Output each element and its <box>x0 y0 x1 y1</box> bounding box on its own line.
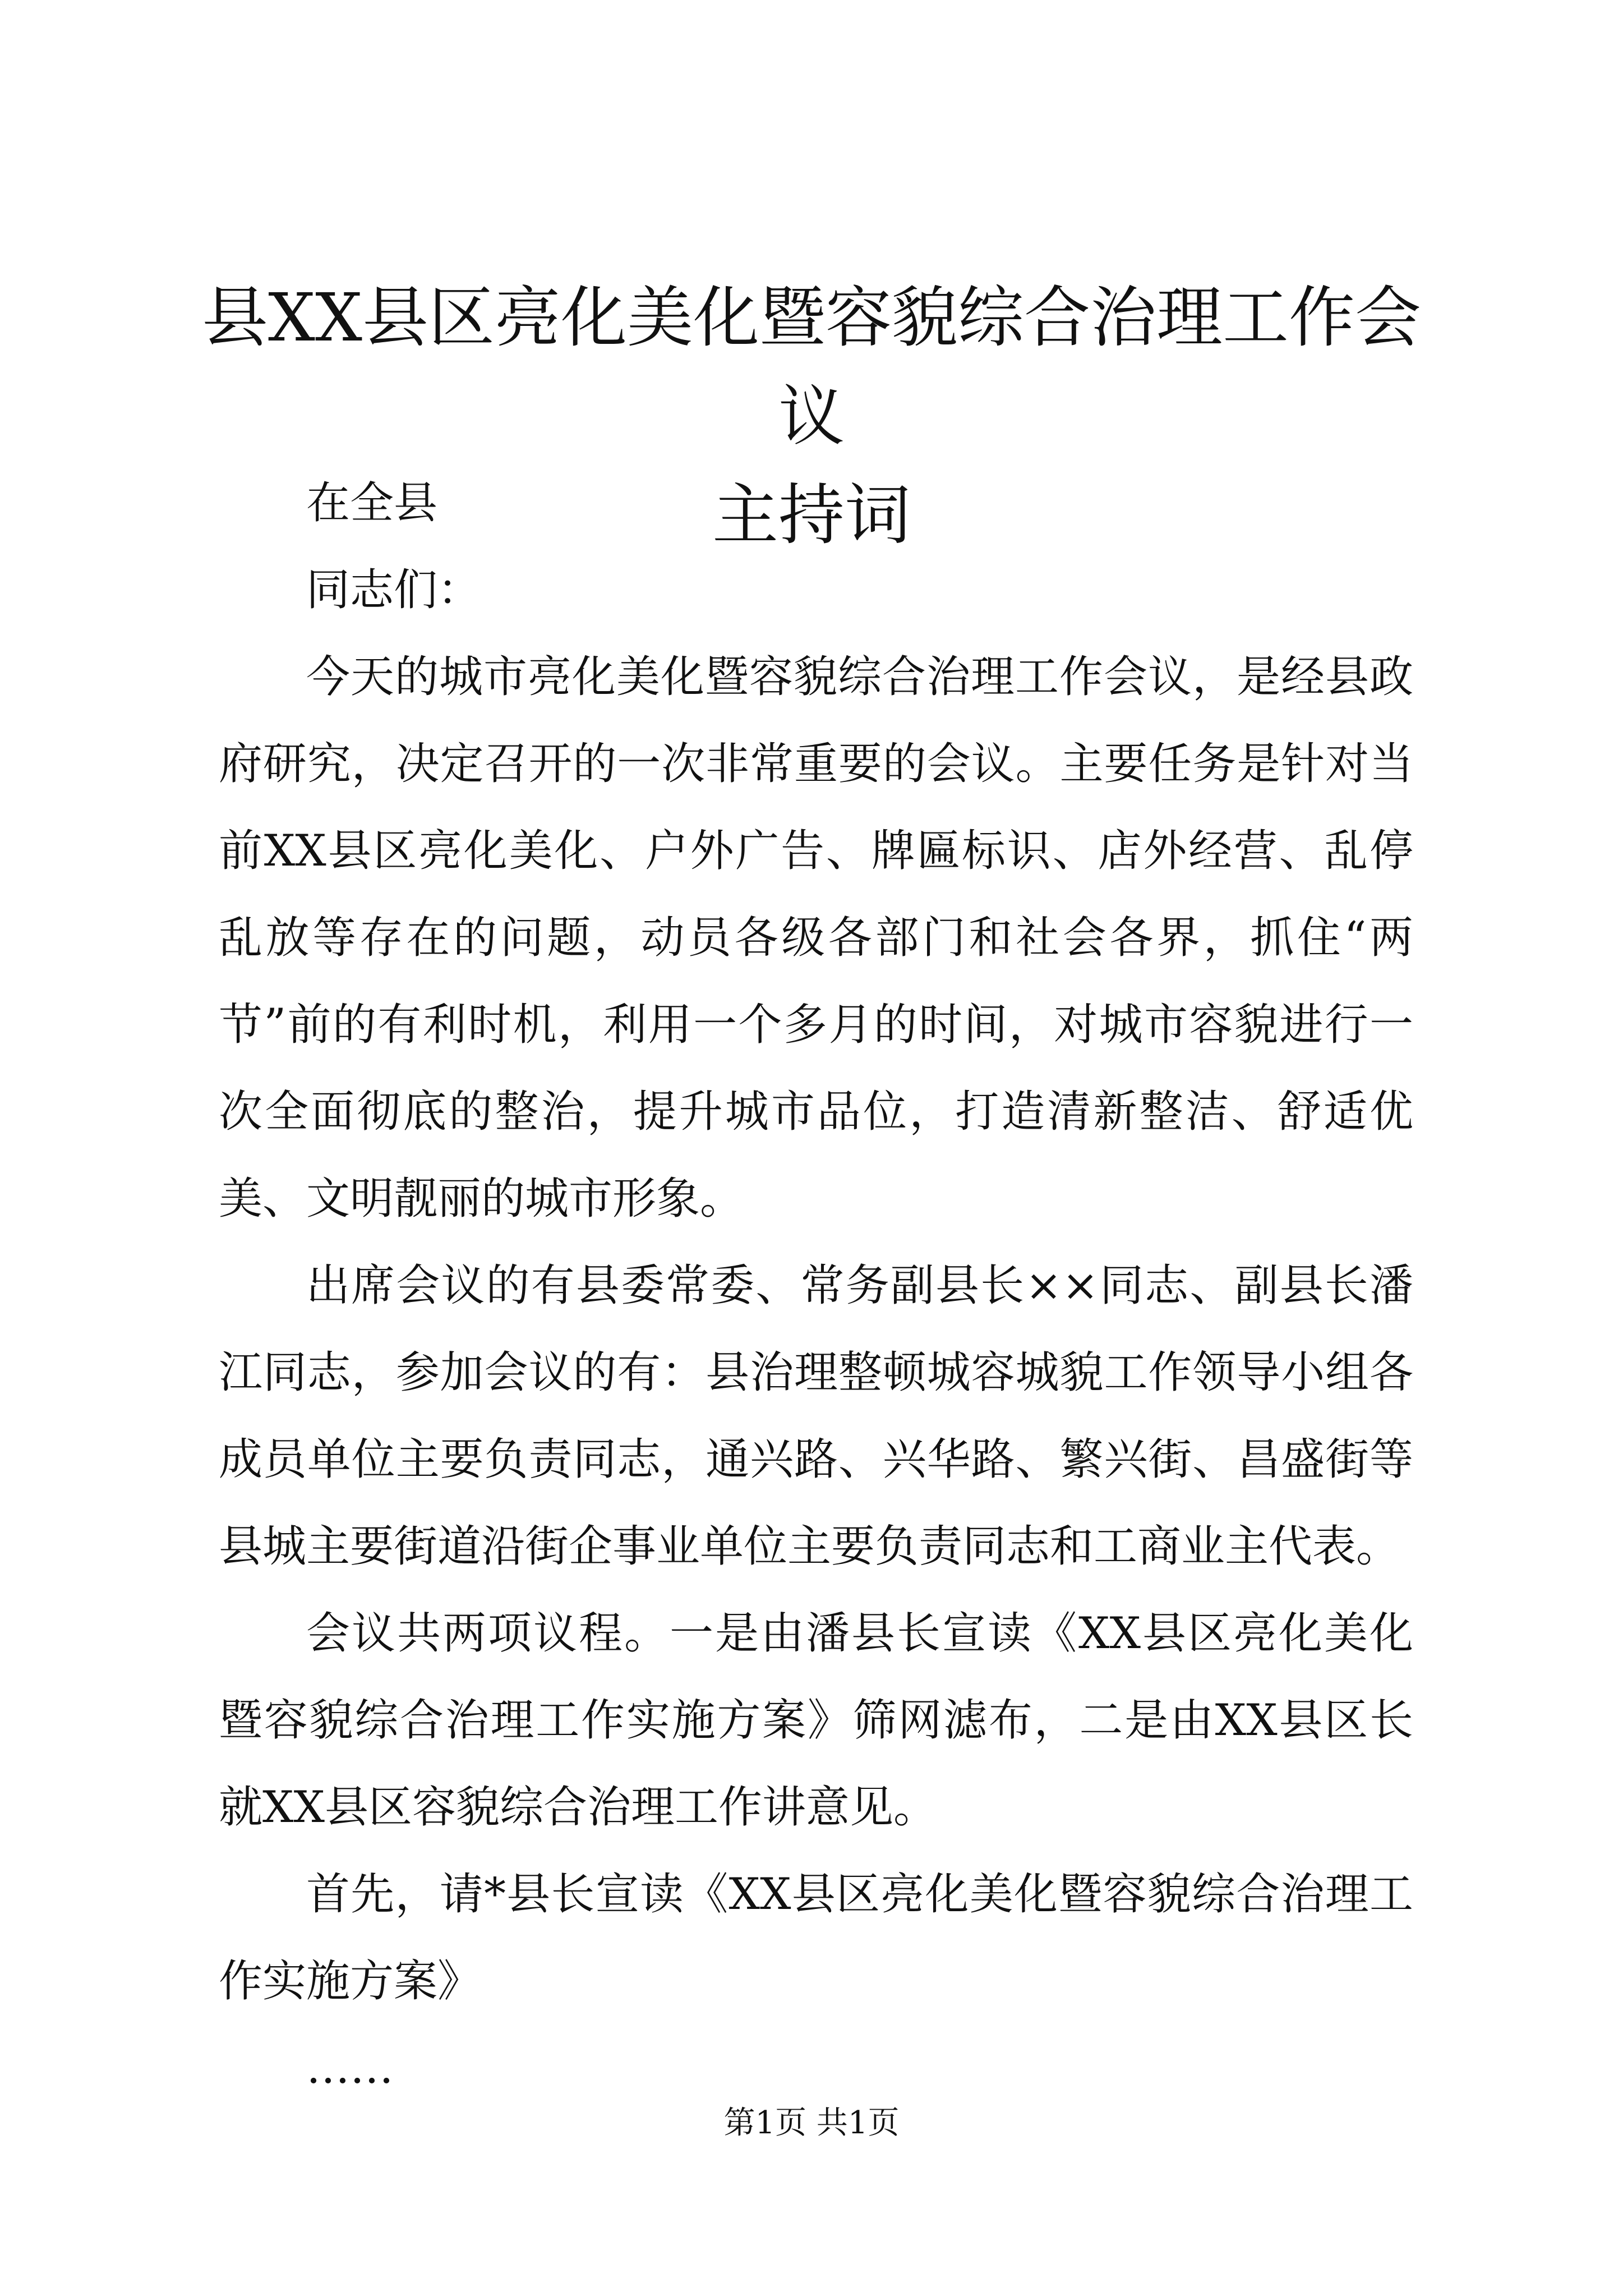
paragraph-opening: 在全县 <box>306 478 438 528</box>
page-footer: 第1页 共1页 <box>723 2105 900 2141</box>
title-line-2: 主持词 <box>712 476 911 554</box>
paragraph-ellipsis: …… <box>306 2043 394 2093</box>
document-body <box>219 460 1413 2112</box>
paragraph-first-item: 首先，请*县长宣读《XX县区亮化美化暨容貌综合治理工作实施方案》 <box>219 1869 1413 2007</box>
paragraph-agenda: 会议共两项议程。一是由潘县长宣读《XX县区亮化美化暨容貌综合治理工作实施方案》筛网滤布，二是由XX县区长就XX县区容貌综合治理工作讲意见。 <box>219 1608 1413 1833</box>
paragraph-meeting-purpose: 今天的城市亮化美化暨容貌综合治理工作会议，是经县政府研究，决定召开的一次非常重要的会议。主要任务是针对当前XX县区亮化美化、户外广告、牌匾标识、店外经营、乱停乱放等存在的问题，动员各级各部门和社会各界，抓住“两节”前的有利时机，利用一个多月的时间，对城市容貌进行一次全面彻底的整治，提升城市品位，打造清新整洁、舒适优美、文明靓丽的城市形象。 <box>219 652 1413 1224</box>
paragraph-attendees: 出席会议的有县委常委、常务副县长××同志、副县长潘江同志，参加会议的有：县治理整顿城容城貌工作领导小组各成员单位主要负责同志，通兴路、兴华路、繁兴街、昌盛街等县城主要街道沿街企事业单位主要负责同志和工商业主代表。 <box>219 1260 1413 1572</box>
title-line-1: 县XX县区亮化美化暨容貌综合治理工作会议 <box>201 279 1421 455</box>
paragraph-salutation: 同志们： <box>306 565 482 615</box>
